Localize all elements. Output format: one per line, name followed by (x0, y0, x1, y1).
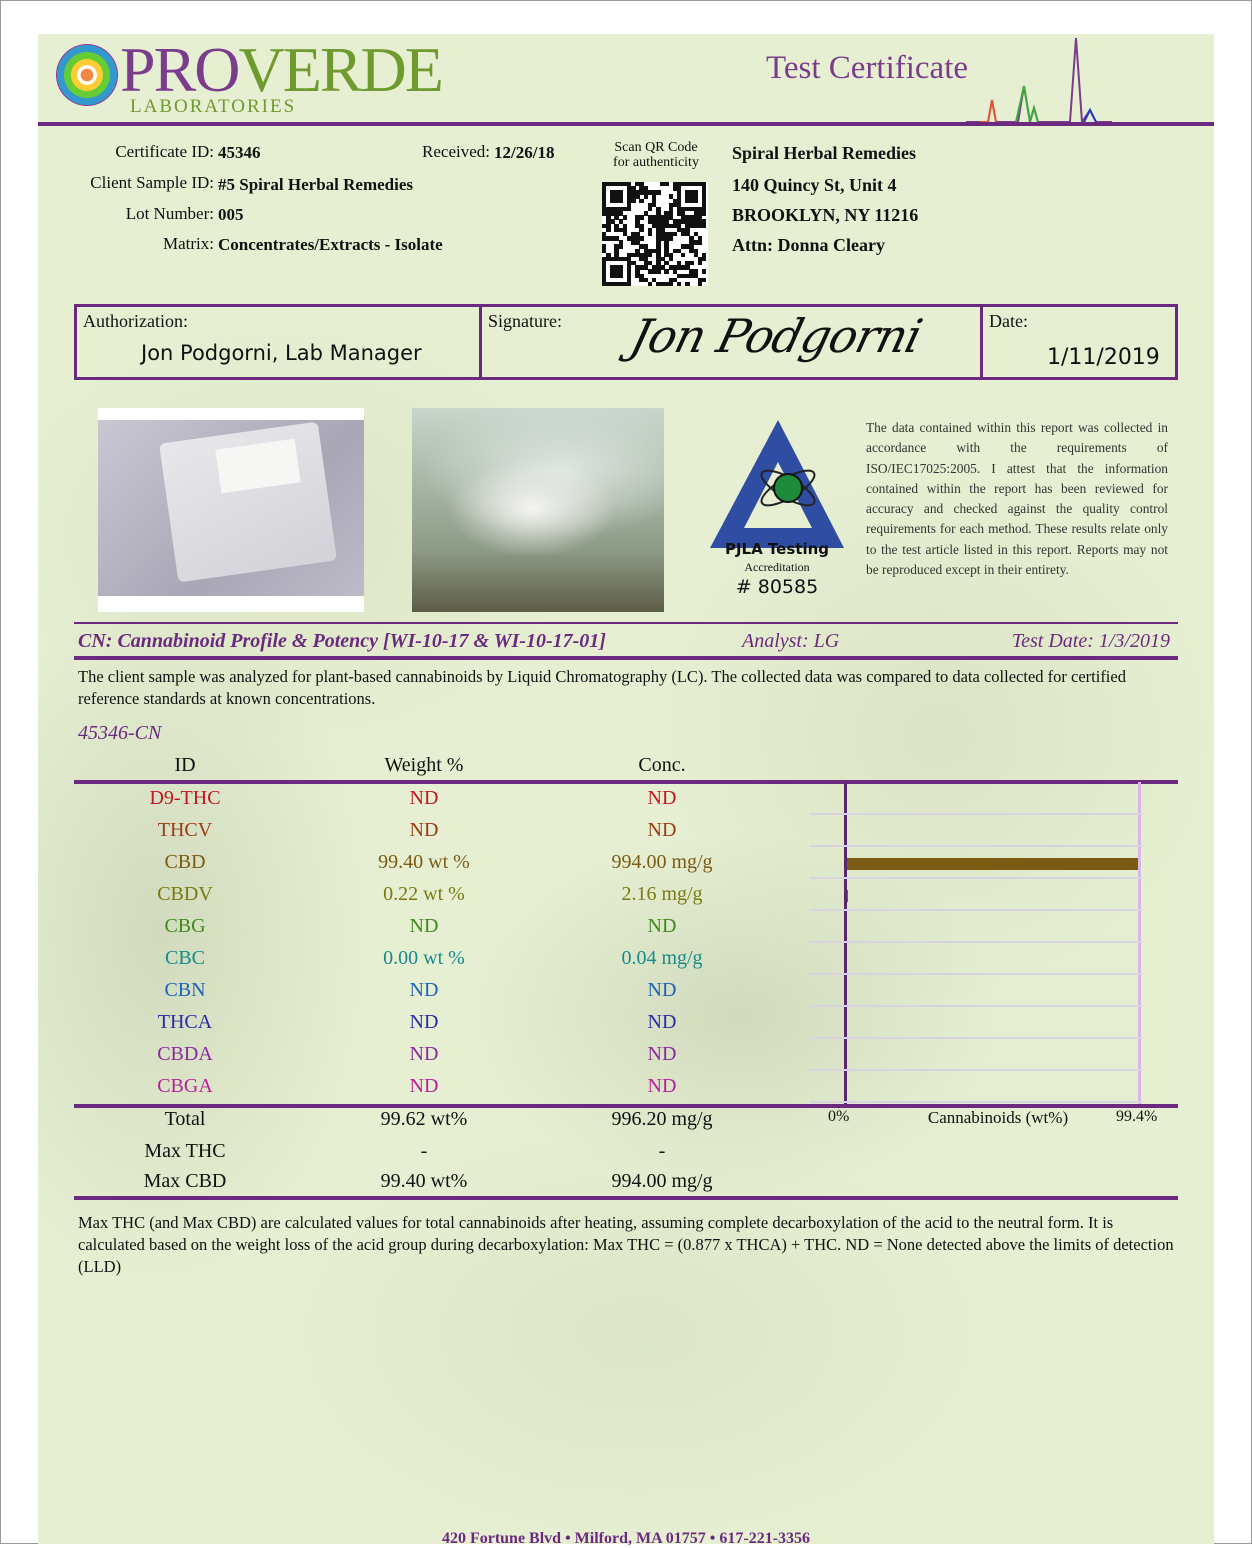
max-thc-label: Max THC (144, 1140, 226, 1162)
matrix-value: Concentrates/Extracts - Isolate (218, 235, 443, 254)
cell-id: THCV (157, 819, 213, 841)
pjla-name: PJLA Testing (724, 540, 830, 558)
certificate-page (38, 34, 1214, 1547)
section-top-rule (74, 622, 1178, 624)
cell-id: CBC (164, 947, 206, 969)
authorization-value: Jon Podgorni, Lab Manager (141, 341, 422, 365)
cell-conc: ND (647, 979, 677, 1001)
table-row (74, 974, 1178, 1006)
max-thc-weight: - (420, 1140, 428, 1162)
client-name: Spiral Herbal Remedies (732, 143, 916, 163)
max-cbd-weight: 99.40 wt% (380, 1170, 468, 1192)
section-rule (74, 656, 1178, 660)
table-row (74, 1006, 1178, 1038)
section-description: The client sample was analyzed for plant-based cannabinoids by Liquid Chromatography (LC). The collected data was compared to data collected for certified reference standards at known concentrations. (78, 667, 1126, 708)
chart-bar-cbdv (847, 890, 848, 902)
sample-code: 45346-CN (78, 722, 162, 744)
sample-package-photo (98, 408, 364, 612)
max-cbd-conc: 994.00 mg/g (611, 1170, 713, 1192)
client-address1: 140 Quincy St, Unit 4 (732, 175, 897, 195)
footer-address: 420 Fortune Blvd • Milford, MA 01757 • 617-221-3356 (441, 1530, 811, 1547)
qr-code[interactable] (602, 182, 708, 286)
table-row (74, 942, 1178, 974)
col-id-header: ID (174, 754, 196, 776)
client-sample-id: #5 Spiral Herbal Remedies (218, 175, 414, 194)
chromatogram-icon (966, 38, 1112, 124)
cell-weight: ND (409, 979, 439, 1001)
authorization-date: 1/11/2019 (1047, 345, 1160, 370)
chart-grid-line (810, 1101, 1142, 1103)
total-conc: 996.20 mg/g (611, 1108, 713, 1130)
table-bottom-rule (74, 1196, 1178, 1200)
table-row (74, 1070, 1178, 1102)
cell-conc: 2.16 mg/g (621, 883, 703, 905)
cell-conc: ND (647, 787, 677, 809)
client-sample-id-label: Client Sample ID: (90, 173, 214, 192)
max-cbd-label: Max CBD (143, 1170, 227, 1192)
cell-id: D9-THC (149, 787, 221, 809)
client-address2: BROOKLYN, NY 11216 (732, 205, 919, 225)
received-date: 12/26/18 (494, 143, 555, 162)
authorization-box (74, 304, 1178, 380)
sample-closeup-photo (412, 408, 664, 612)
cell-conc: ND (647, 1075, 677, 1097)
cell-weight: ND (409, 819, 439, 841)
cell-conc: ND (647, 819, 677, 841)
chart-x-max-label: 99.4% (1116, 1108, 1158, 1125)
footnote: Max THC (and Max CBD) are calculated values for total cannabinoids after heating, assuming complete decarboxylation of the acid to the neutral form. It is calculated based on the weight loss of the acid group during decarboxylation: Max THC = (0.877 x THCA) + THC. ND = None detected above the limits of detection (LLD) (78, 1213, 1174, 1276)
cell-id: CBDV (157, 883, 213, 905)
section-title: CN: Cannabinoid Profile & Potency [WI-10-17 & WI-10-17-01] (78, 630, 606, 652)
total-label: Total (164, 1108, 206, 1130)
table-row (74, 814, 1178, 846)
cell-weight: ND (409, 1011, 439, 1033)
cell-weight: 0.22 wt % (383, 883, 465, 905)
cell-weight: ND (409, 1075, 439, 1097)
total-weight: 99.62 wt% (380, 1108, 468, 1130)
matrix-label: Matrix: (163, 234, 214, 253)
client-attn: Attn: Donna Cleary (732, 235, 885, 255)
cell-conc: ND (647, 1011, 677, 1033)
cell-conc: ND (647, 915, 677, 937)
cell-id: CBDA (157, 1043, 213, 1065)
accreditation-statement: The data contained within this report was collected in accordance with the requirements of ISO/IEC17025:2005. I attest that the information contained within the report has been reviewed for accuracy and checked against the quality control requirements for each method. These results relate only to the test article listed in this report. Reports may not be reproduced except in their entirety. (866, 420, 1168, 578)
cell-id: THCA (157, 1011, 213, 1033)
cell-weight: ND (409, 915, 439, 937)
signature-image: Jon Podgorni (625, 309, 927, 363)
cell-weight: 0.00 wt % (383, 947, 465, 969)
col-weight-header: Weight % (384, 754, 464, 776)
cell-id: CBN (164, 979, 206, 1001)
table-row (74, 782, 1178, 814)
pjla-logo-icon (704, 416, 848, 552)
lot-number-label: Lot Number: (125, 204, 214, 223)
logo-text: PROVERDE (120, 34, 442, 105)
cell-conc: ND (647, 1043, 677, 1065)
chart-bar-cbd (847, 858, 1138, 870)
cell-weight: 99.40 wt % (378, 851, 470, 873)
cell-id: CBG (164, 915, 206, 937)
chart-x-axis-title: Cannabinoids (wt%) (927, 1108, 1069, 1127)
cell-weight: ND (409, 1043, 439, 1065)
signature-label: Signature: (488, 311, 562, 331)
received-label: Received: (422, 142, 490, 161)
cell-conc: 0.04 mg/g (621, 947, 703, 969)
logo-rainbow-icon (56, 44, 118, 106)
table-row (74, 910, 1178, 942)
section-test-date: Test Date: 1/3/2019 (1011, 630, 1170, 652)
lot-number: 005 (218, 205, 244, 224)
section-analyst: Analyst: LG (742, 630, 840, 652)
pjla-number: # 80585 (735, 576, 819, 598)
signature-cell (482, 307, 983, 377)
col-conc-header: Conc. (638, 754, 686, 776)
date-label: Date: (989, 311, 1028, 331)
logo-subtitle: LABORATORIES (130, 96, 297, 117)
table-row (74, 1038, 1178, 1070)
table-row (74, 878, 1178, 910)
chart-x-min-label: 0% (828, 1108, 850, 1125)
header-rule (38, 122, 1214, 126)
cell-weight: ND (409, 787, 439, 809)
cell-id: CBGA (157, 1075, 213, 1097)
certificate-id: 45346 (218, 143, 261, 162)
document-title: Test Certificate (766, 50, 969, 86)
authorization-cell (77, 307, 482, 377)
cell-id: CBD (164, 851, 206, 873)
qr-caption: Scan QR Code for authenticity (613, 140, 699, 170)
pjla-sub: Accreditation (744, 560, 810, 574)
cell-conc: 994.00 mg/g (611, 851, 713, 873)
max-thc-conc: - (658, 1140, 666, 1162)
certificate-id-label: Certificate ID: (115, 142, 214, 161)
authorization-label: Authorization: (83, 311, 188, 331)
